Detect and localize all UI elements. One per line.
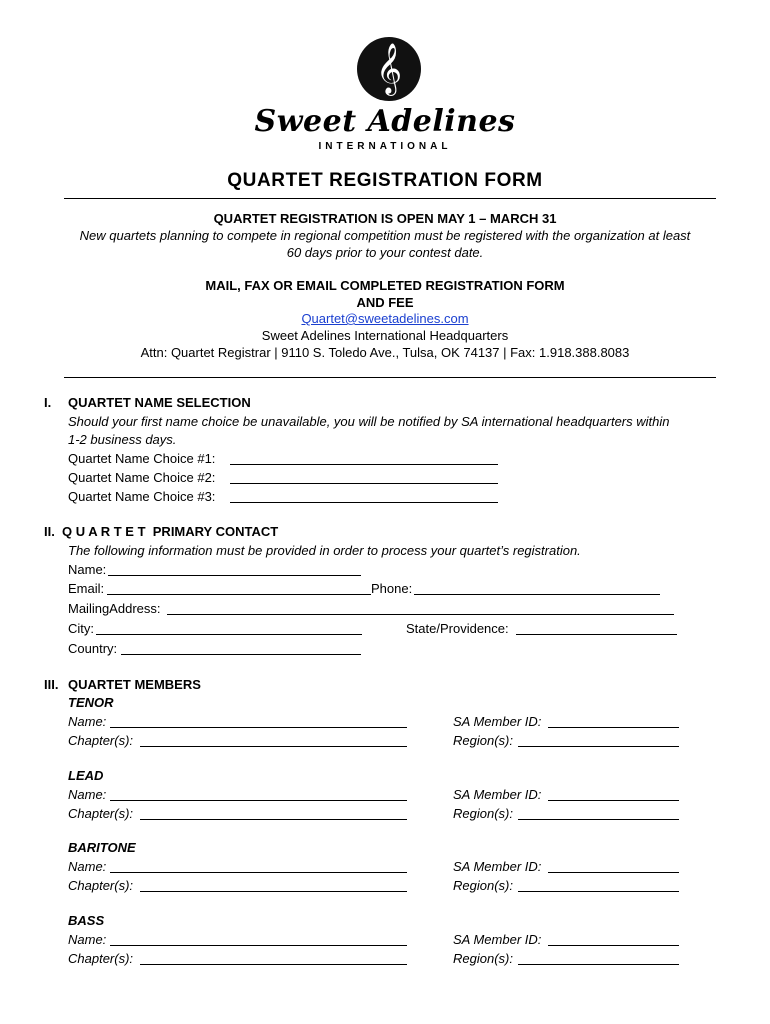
- notice-text-line1: New quartets planning to compete in regional competition must be registered with the organization at least: [79, 228, 691, 243]
- baritone-chapter-field[interactable]: [140, 891, 407, 892]
- bass-region-field[interactable]: [518, 964, 679, 965]
- bass-chapter-label: Chapter(s):: [68, 951, 134, 966]
- section-2-heading: Q U A R T E T PRIMARY CONTACT: [62, 524, 279, 539]
- contact-mailing-address-field[interactable]: [167, 614, 674, 615]
- section-3-number: III.: [44, 677, 59, 692]
- notice-text-line2: 60 days prior to your contest date.: [286, 245, 484, 260]
- baritone-member-id-label: SA Member ID:: [453, 859, 542, 874]
- lead-name-label: Name:: [68, 787, 107, 802]
- org-name: Sweet Adelines International Headquarters: [261, 328, 509, 343]
- page-title: QUARTET REGISTRATION FORM: [227, 170, 543, 191]
- logo-emblem: [357, 37, 421, 101]
- tenor-chapter-label: Chapter(s):: [68, 733, 134, 748]
- mail-heading-line1: MAIL, FAX OR EMAIL COMPLETED REGISTRATION FORM: [205, 278, 565, 293]
- name-choice-3-label: Quartet Name Choice #3:: [68, 489, 216, 504]
- contact-email-field[interactable]: [107, 594, 371, 595]
- tenor-name-label: Name:: [68, 714, 107, 729]
- contact-city-label: City:: [68, 621, 94, 636]
- contact-city-field[interactable]: [96, 634, 362, 635]
- name-choice-3-field[interactable]: [230, 502, 498, 503]
- part-heading-lead: LEAD: [68, 768, 104, 783]
- contact-state-label: State/Providence:: [406, 621, 509, 636]
- baritone-chapter-label: Chapter(s):: [68, 878, 134, 893]
- name-choice-1-field[interactable]: [230, 464, 498, 465]
- treble-clef-icon: 𝄞: [375, 43, 402, 94]
- contact-mailing-address-label: MailingAddress:: [68, 601, 161, 616]
- contact-state-field[interactable]: [516, 634, 677, 635]
- logo-wordmark: Sweet Adelines: [254, 104, 516, 139]
- baritone-member-id-field[interactable]: [548, 872, 679, 873]
- logo-subtitle: INTERNATIONAL: [318, 141, 452, 152]
- lead-chapter-label: Chapter(s):: [68, 806, 134, 821]
- mailing-address: Attn: Quartet Registrar | 9110 S. Toledo Ave., Tulsa, OK 74137 | Fax: 1.918.388.8083: [140, 345, 630, 360]
- section-1-number: I.: [44, 395, 52, 410]
- tenor-member-id-label: SA Member ID:: [453, 714, 542, 729]
- contact-country-label: Country:: [68, 641, 118, 656]
- name-choice-2-label: Quartet Name Choice #2:: [68, 470, 216, 485]
- bass-member-id-field[interactable]: [548, 945, 679, 946]
- contact-phone-label: Phone:: [371, 581, 413, 596]
- tenor-region-field[interactable]: [518, 746, 679, 747]
- lead-region-label: Region(s):: [453, 806, 513, 821]
- title-divider: [64, 198, 716, 199]
- section-1-note-line2: 1-2 business days.: [68, 432, 177, 447]
- bass-name-label: Name:: [68, 932, 107, 947]
- contact-country-field[interactable]: [121, 654, 361, 655]
- lead-region-field[interactable]: [518, 819, 679, 820]
- part-heading-baritone: BARITONE: [68, 840, 136, 855]
- contact-name-label: Name:: [68, 562, 107, 577]
- bass-member-id-label: SA Member ID:: [453, 932, 542, 947]
- part-heading-bass: BASS: [68, 913, 105, 928]
- mail-heading-line2: AND FEE: [356, 295, 414, 310]
- lead-member-id-label: SA Member ID:: [453, 787, 542, 802]
- lead-chapter-field[interactable]: [140, 819, 407, 820]
- section-1-note-line1: Should your first name choice be unavailable, you will be notified by SA international headquarters within: [68, 414, 670, 429]
- section-1-heading: QUARTET NAME SELECTION: [68, 395, 251, 410]
- tenor-region-label: Region(s):: [453, 733, 513, 748]
- header-divider: [64, 377, 716, 378]
- baritone-region-label: Region(s):: [453, 878, 513, 893]
- baritone-region-field[interactable]: [518, 891, 679, 892]
- name-choice-1-label: Quartet Name Choice #1:: [68, 451, 216, 466]
- baritone-name-field[interactable]: [110, 872, 407, 873]
- bass-name-field[interactable]: [110, 945, 407, 946]
- section-2-note: The following information must be provided in order to process your quartet’s registration.: [68, 543, 581, 558]
- lead-member-id-field[interactable]: [548, 800, 679, 801]
- section-2-number: II.: [44, 524, 55, 539]
- contact-phone-field[interactable]: [414, 594, 660, 595]
- bass-region-label: Region(s):: [453, 951, 513, 966]
- tenor-member-id-field[interactable]: [548, 727, 679, 728]
- email-link[interactable]: Quartet@sweetadelines.com: [301, 311, 469, 326]
- name-choice-2-field[interactable]: [230, 483, 498, 484]
- contact-name-field[interactable]: [108, 575, 361, 576]
- section-3-heading: QUARTET MEMBERS: [68, 677, 201, 692]
- tenor-chapter-field[interactable]: [140, 746, 407, 747]
- tenor-name-field[interactable]: [110, 727, 407, 728]
- registration-dates: QUARTET REGISTRATION IS OPEN MAY 1 – MARCH 31: [213, 211, 557, 226]
- bass-chapter-field[interactable]: [140, 964, 407, 965]
- baritone-name-label: Name:: [68, 859, 107, 874]
- contact-email-label: Email:: [68, 581, 105, 596]
- lead-name-field[interactable]: [110, 800, 407, 801]
- part-heading-tenor: TENOR: [68, 695, 114, 710]
